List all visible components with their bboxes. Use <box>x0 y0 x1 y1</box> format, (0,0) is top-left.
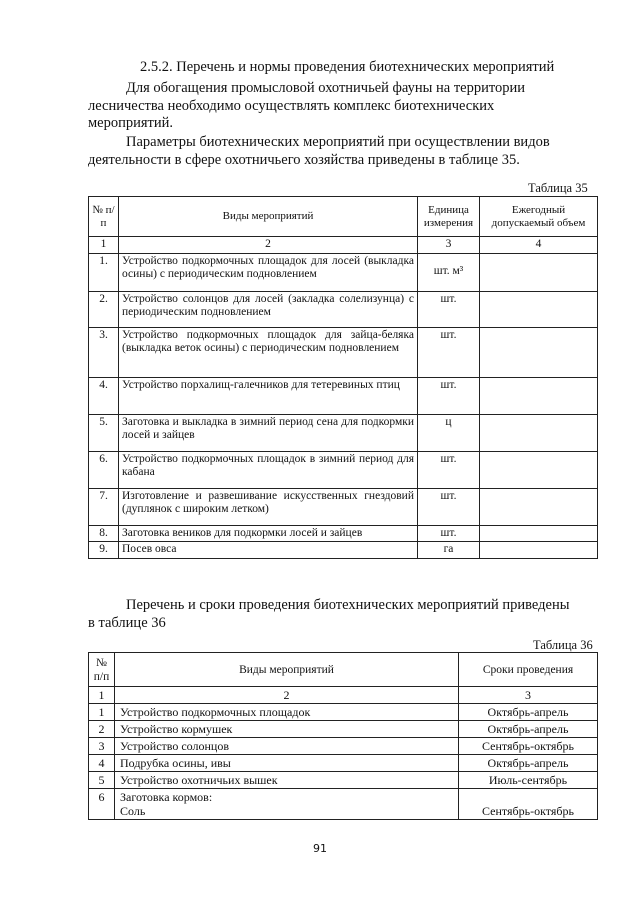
page-number: 91 <box>313 842 327 855</box>
paragraph-intro <box>88 80 596 133</box>
row-num: 6 <box>89 789 115 820</box>
row-kind: Устройство подкормочных площадок для лосей (выкладка осины) с периодическим подновлением <box>119 253 418 291</box>
row-kind-line: Соль <box>120 804 146 818</box>
row-num: 3 <box>89 738 115 755</box>
row-kind <box>115 789 459 820</box>
table-36 <box>88 652 598 820</box>
row-term: Октябрь-апрель <box>459 704 598 721</box>
row-volume <box>480 414 598 451</box>
table-row <box>89 377 598 414</box>
row-volume <box>480 488 598 525</box>
row-kind: Устройство порхалищ-галечников для тетеревиных птиц <box>119 377 418 414</box>
row-term: Июль-сентябрь <box>459 772 598 789</box>
row-kind: Устройство подкормочных площадок для зайца-беляка (выкладка веток осины) с периодическим подновлением <box>119 327 418 377</box>
row-term: Сентябрь-октябрь <box>459 738 598 755</box>
header-term: Сроки проведения <box>459 653 598 687</box>
row-volume <box>480 291 598 327</box>
paragraph-line: в таблице 36 <box>88 614 166 631</box>
row-kind: Посев овса <box>119 542 418 559</box>
row-num: 8. <box>89 525 119 542</box>
row-num: 7. <box>89 488 119 525</box>
table-row <box>89 755 598 772</box>
table-index-row <box>89 687 598 704</box>
row-volume <box>480 542 598 559</box>
table-row <box>89 704 598 721</box>
row-kind: Заготовка веников для подкормки лосей и зайцев <box>119 525 418 542</box>
row-unit: шт. <box>418 451 480 488</box>
index-cell: 2 <box>115 687 459 704</box>
row-unit: шт. <box>418 377 480 414</box>
header-kind: Виды мероприятий <box>119 197 418 237</box>
row-kind: Устройство солонцов для лосей (закладка солелизунца) с периодическим подновлением <box>119 291 418 327</box>
header-num: № п/п <box>89 653 115 687</box>
paragraph-line: Перечень и сроки проведения биотехнических мероприятий приведены <box>126 597 570 613</box>
header-num: № п/п <box>89 197 119 237</box>
table-row <box>89 738 598 755</box>
table-row <box>89 488 598 525</box>
row-unit: шт. <box>418 525 480 542</box>
header-volume: Ежегодный допускаемый объем <box>480 197 598 237</box>
row-unit: шт. <box>418 488 480 525</box>
row-term: Сентябрь-октябрь <box>459 789 598 820</box>
row-kind-line: Заготовка кормов: <box>120 790 213 804</box>
index-cell: 4 <box>480 237 598 254</box>
table-row <box>89 327 598 377</box>
row-num: 5. <box>89 414 119 451</box>
row-num: 2. <box>89 291 119 327</box>
row-unit: шт. <box>418 291 480 327</box>
row-unit: шт. <box>418 327 480 377</box>
row-num: 9. <box>89 542 119 559</box>
row-num: 1. <box>89 253 119 291</box>
index-cell: 1 <box>89 687 115 704</box>
row-volume <box>480 451 598 488</box>
row-kind: Изготовление и развешивание искусственных гнездовий (дуплянок с широким летком) <box>119 488 418 525</box>
index-cell: 3 <box>418 237 480 254</box>
table-header-row <box>89 653 598 687</box>
row-kind: Заготовка и выкладка в зимний период сена для подкормки лосей и зайцев <box>119 414 418 451</box>
row-volume <box>480 253 598 291</box>
table-35 <box>88 196 598 559</box>
row-kind: Устройство кормушек <box>115 721 459 738</box>
paragraph-params <box>88 134 596 169</box>
row-volume <box>480 525 598 542</box>
table35-caption: Таблица 35 <box>528 181 588 195</box>
index-cell: 1 <box>89 237 119 254</box>
paragraph-line: мероприятий. <box>88 115 174 131</box>
table-row <box>89 414 598 451</box>
paragraph-line: Для обогащения промысловой охотничьей фауны на территории <box>126 80 526 96</box>
header-kind: Виды мероприятий <box>115 653 459 687</box>
paragraph-line: Параметры биотехнических мероприятий при осуществлении видов <box>126 134 550 150</box>
row-num: 4. <box>89 377 119 414</box>
table-row <box>89 789 598 820</box>
table-row <box>89 721 598 738</box>
table36-caption: Таблица 36 <box>533 638 593 652</box>
paragraph-table36-intro <box>88 597 596 632</box>
header-unit: Единица измерения <box>418 197 480 237</box>
row-kind: Устройство охотничьих вышек <box>115 772 459 789</box>
index-cell: 3 <box>459 687 598 704</box>
table-index-row <box>89 237 598 254</box>
row-num: 5 <box>89 772 115 789</box>
row-num: 1 <box>89 704 115 721</box>
row-num: 4 <box>89 755 115 772</box>
index-cell: 2 <box>119 237 418 254</box>
paragraph-line: деятельности в сфере охотничьего хозяйства приведены в таблице 35. <box>88 151 520 168</box>
row-num: 2 <box>89 721 115 738</box>
row-unit: шт. м³ <box>418 253 480 291</box>
row-volume <box>480 377 598 414</box>
table-header-row <box>89 197 598 237</box>
table-row <box>89 451 598 488</box>
row-unit: ц <box>418 414 480 451</box>
table-row <box>89 542 598 559</box>
row-term: Октябрь-апрель <box>459 721 598 738</box>
table-row <box>89 525 598 542</box>
table-row <box>89 772 598 789</box>
row-num: 6. <box>89 451 119 488</box>
row-num: 3. <box>89 327 119 377</box>
row-kind: Устройство подкормочных площадок <box>115 704 459 721</box>
row-term: Октябрь-апрель <box>459 755 598 772</box>
row-kind: Устройство солонцов <box>115 738 459 755</box>
table-row <box>89 253 598 291</box>
row-kind: Подрубка осины, ивы <box>115 755 459 772</box>
row-kind: Устройство подкормочных площадок в зимний период для кабана <box>119 451 418 488</box>
row-volume <box>480 327 598 377</box>
section-heading: 2.5.2. Перечень и нормы проведения биотехнических мероприятий <box>140 59 555 75</box>
row-unit: га <box>418 542 480 559</box>
table-row <box>89 291 598 327</box>
paragraph-line: лесничества необходимо осуществлять комплекс биотехнических <box>88 97 495 114</box>
